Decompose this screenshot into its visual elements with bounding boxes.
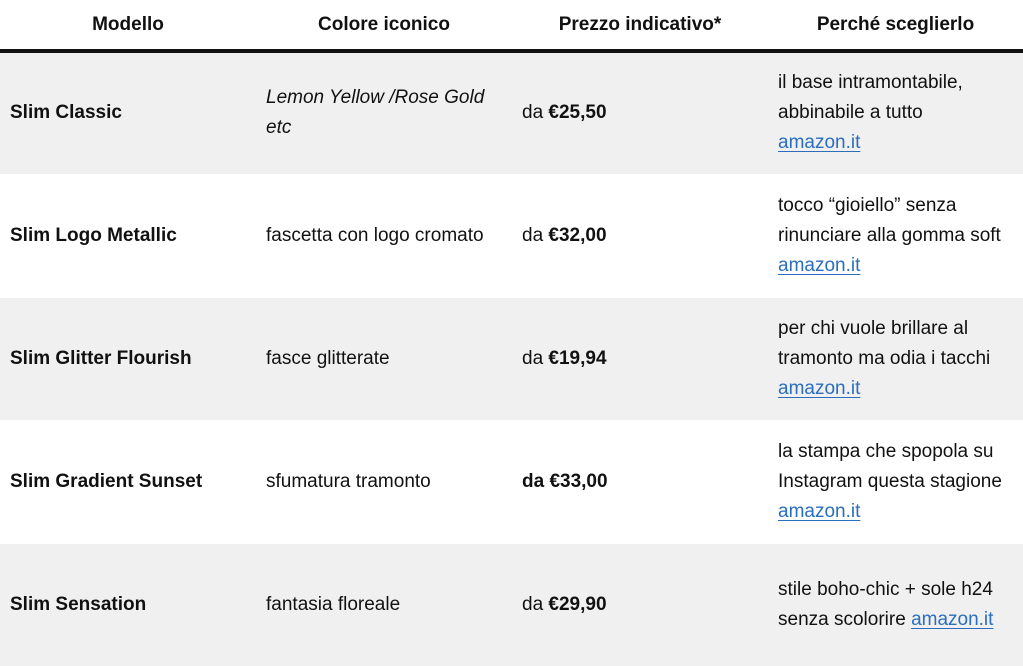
price-prefix: da	[522, 102, 549, 124]
color-value: fantasia floreale	[256, 543, 512, 666]
amazon-link[interactable]: amazon.it	[911, 608, 994, 630]
model-name: Slim Logo Metallic	[0, 174, 256, 297]
why-cell	[768, 174, 1023, 297]
price-amount: €29,90	[548, 593, 607, 615]
amazon-link[interactable]: amazon.it	[778, 132, 861, 154]
table-row	[0, 51, 1023, 174]
price-amount: €25,50	[548, 102, 607, 124]
price-prefix: da	[522, 347, 549, 369]
table-body	[0, 51, 1023, 666]
price-prefix: da	[522, 224, 549, 246]
color-value: sfumatura tramonto	[256, 420, 512, 543]
model-name: Slim Glitter Flourish	[0, 297, 256, 420]
why-text: la stampa che spopola su Instagram questa stagione	[778, 440, 1002, 492]
price-amount: €19,94	[548, 347, 607, 369]
table-row	[0, 174, 1023, 297]
price-amount: €33,00	[549, 470, 608, 492]
why-cell	[768, 51, 1023, 174]
why-text: il base intramontabile, abbinabile a tutto	[778, 72, 963, 124]
header-price: Prezzo indicativo*	[512, 0, 768, 51]
why-cell	[768, 420, 1023, 543]
why-text: tocco “gioiello” senza rinunciare alla gomma soft	[778, 194, 1001, 246]
model-name: Slim Sensation	[0, 543, 256, 666]
header-color: Colore iconico	[256, 0, 512, 51]
table-row	[0, 543, 1023, 666]
table-header	[0, 0, 1023, 51]
why-cell	[768, 543, 1023, 666]
model-name: Slim Classic	[0, 51, 256, 174]
model-name: Slim Gradient Sunset	[0, 420, 256, 543]
color-value: fasce glitterate	[256, 297, 512, 420]
table-row	[0, 297, 1023, 420]
why-text: per chi vuole brillare al tramonto ma odia i tacchi	[778, 317, 991, 369]
price-prefix: da	[522, 593, 549, 615]
price-cell	[512, 543, 768, 666]
why-cell	[768, 297, 1023, 420]
amazon-link[interactable]: amazon.it	[778, 377, 861, 399]
color-value: Lemon Yellow /Rose Gold etc	[256, 51, 512, 174]
table-row	[0, 420, 1023, 543]
price-prefix: da	[522, 470, 550, 492]
price-cell	[512, 420, 768, 543]
amazon-link[interactable]: amazon.it	[778, 500, 861, 522]
header-row	[0, 0, 1023, 51]
header-why: Perché sceglierlo	[768, 0, 1023, 51]
price-amount: €32,00	[548, 224, 607, 246]
price-cell	[512, 174, 768, 297]
price-cell	[512, 297, 768, 420]
amazon-link[interactable]: amazon.it	[778, 254, 861, 276]
why-text: stile boho-chic + sole h24 senza scolorire	[778, 578, 993, 630]
color-value: fascetta con logo cromato	[256, 174, 512, 297]
header-model: Modello	[0, 0, 256, 51]
price-cell	[512, 51, 768, 174]
